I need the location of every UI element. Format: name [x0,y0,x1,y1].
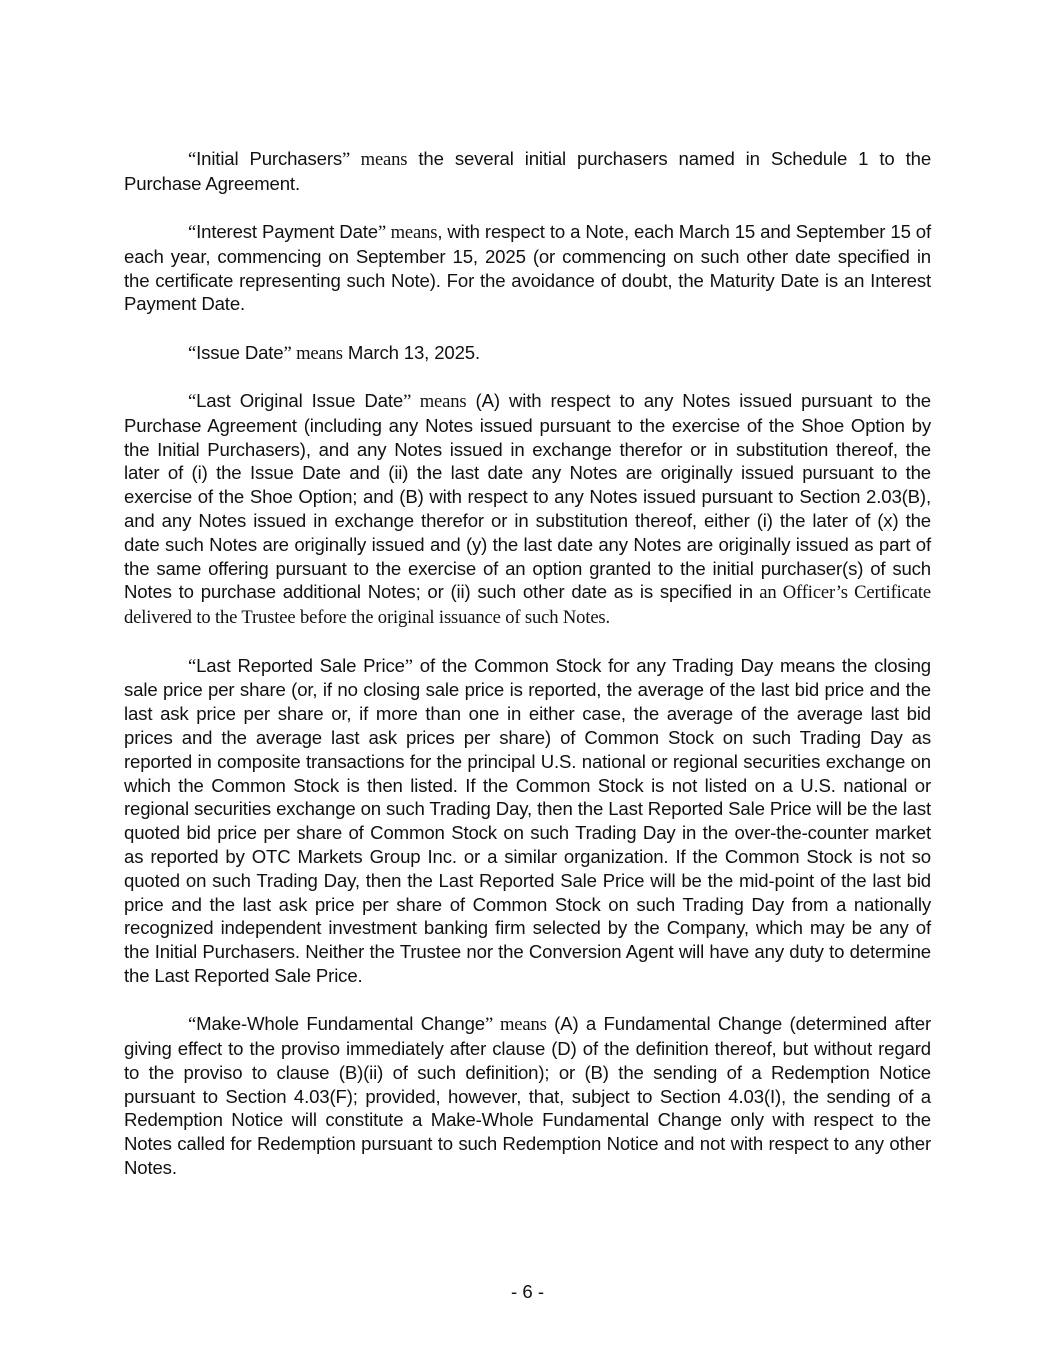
means-verb: means [350,149,408,170]
definition-body: , with respect to a Note, each March 15 and September 15 of each year, commencing on September 15, 2025 (or commencing on such other date specified in the certificate representing such Note). For the avoidance of doubt, the Maturity Date is an Interest Payment Date. [124,221,931,315]
definition-last-reported-sale-price [124,654,931,989]
defined-term: Interest Payment Date [196,221,378,243]
close-quote: ” [283,342,292,364]
definition-body: the several initial purchasers named in Schedule 1 to the Purchase Agreement. [124,148,932,194]
close-quote: ” [342,149,351,170]
defined-term: Make-Whole Fundamental Change [196,1013,485,1035]
open-quote: “ [188,391,197,413]
open-quote: “ [188,342,197,364]
definition-body: (A) a Fundamental Change (determined after giving effect to the proviso immediately after clause (D) of the definition thereof, but without regard to the proviso to clause (B)(ii) of such definition); or (B) the sending of a Redemption Notice pursuant to Section 4.03(F); provided, however, that, subject to Section 4.03(I), the sending of a Redemption Notice will constitute a Make-Whole Fundamental Change only with respect to the Notes called for Redemption pursuant to such Redemption Notice and not with respect to any other Notes. [124,1013,931,1178]
definition-body: March 13, 2025. [342,341,480,363]
definition-initial-purchasers [124,147,931,197]
definition-last-original-issue-date [124,389,931,630]
defined-term: Issue Date [196,341,284,363]
open-quote: “ [188,222,197,244]
close-quote: ” [403,391,412,413]
definition-tail: an Officer’s Certificate delivered to the Trustee before the original issuance of such Notes. [124,582,931,629]
defined-term: Last Reported Sale Price [196,654,405,676]
means-verb: means [386,222,438,244]
definition-issue-date [124,341,931,366]
close-quote: ” [484,1014,494,1036]
definition-interest-payment-date [124,220,931,317]
definition-make-whole-fundamental-change [124,1012,931,1181]
means-verb: means [291,342,343,364]
open-quote: “ [188,149,197,170]
document-page [124,147,931,1204]
close-quote: ” [377,222,387,244]
open-quote: “ [188,1014,197,1036]
defined-term: Initial Purchasers [196,148,343,169]
definition-body: (A) with respect to any Notes issued pursuant to the Purchase Agreement (including any Notes issued pursuant to the exercise of the Shoe Option by the Initial Purchasers), and any Notes issued in exchange therefor or in substitution thereof, the later of (i) the Issue Date and (ii) the last date any Notes are originally issued pursuant to the exercise of the Shoe Option; and (B) with respect to any Notes issued pursuant to Section 2.03(B), and any Notes issued in exchange therefor or in substitution thereof, either (i) the later of (x) the date such Notes are originally issued and (y) the last date any Notes are originally issued as part of the same offering pursuant to the exercise of an option granted to the initial purchaser(s) of such Notes to purchase additional Notes; or (ii) such other date as is specified in [124,390,931,603]
means-verb: means [411,391,467,413]
page-number: - 6 - [510,1281,545,1302]
close-quote: ” [404,655,413,677]
open-quote: “ [188,655,197,677]
means-verb: means [493,1014,547,1036]
defined-term: Last Original Issue Date [196,390,404,412]
definition-body: of the Common Stock for any Trading Day means the closing sale price per share (or, if no closing sale price is reported, the average of the last bid price and the last ask price per share or, if more than one in either case, the average of the average last bid prices and the average last ask prices per share) of Common Stock on such Trading Day as reported in composite transactions for the principal U.S. national or regional securities exchange on which the Common Stock is then listed. If the Common Stock is not listed on a U.S. national or regional securities exchange on such Trading Day, then the Last Reported Sale Price will be the last quoted bid price per share of Common Stock on such Trading Day in the over-the-counter market as reported by OTC Markets Group Inc. or a similar organization. If the Common Stock is not so quoted on such Trading Day, then the Last Reported Sale Price will be the mid-point of the last bid price and the last ask price per share of Common Stock on such Trading Day from a nationally recognized independent investment banking firm selected by the Company, which may be any of the Initial Purchasers. Neither the Trustee nor the Conversion Agent will have any duty to determine the Last Reported Sale Price. [124,654,931,986]
